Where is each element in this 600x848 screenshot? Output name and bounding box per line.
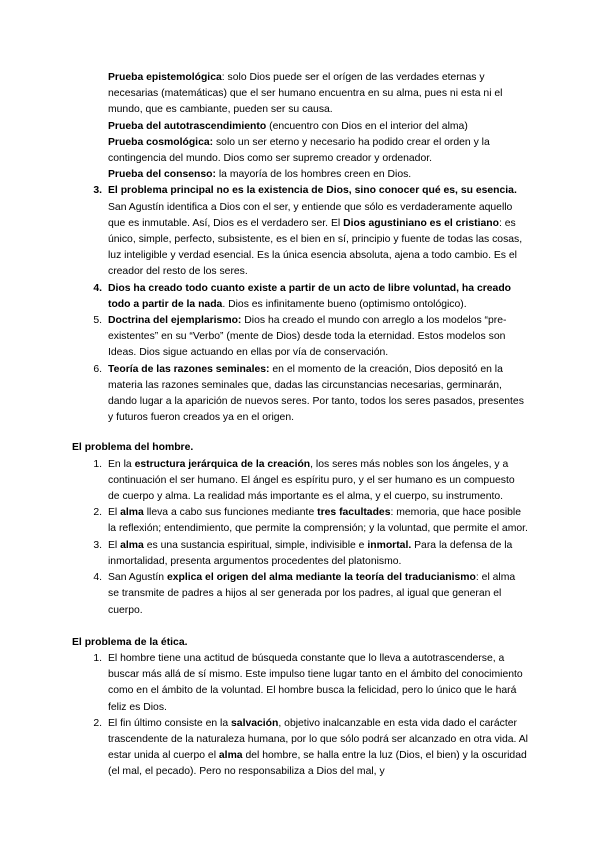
list-item [72,313,528,362]
item-bold: salvación [231,717,279,729]
list-number: 2. [93,507,102,519]
list-number: 6. [93,363,102,375]
list-item [72,716,528,781]
item-text: El hombre tiene una actitud de búsqueda constante que lo lleva a autotrascenderse, a buscar más allá de sí mismo. Este impulso tiene lugar tanto en el ámbito del conocimiento como en el ámbito de la voluntad. El hombre busca la felicidad, pero lo único que le hará feliz es Dios. [108,652,523,713]
item-bold: alma [120,539,144,551]
prueba-label: Prueba del autotrascendimiento [108,120,267,132]
prueba-label: Prueba del consenso: [108,169,216,181]
prueba-consenso [108,167,528,183]
item-bold: alma [218,750,243,762]
item-text: En la [108,458,135,470]
list-item [72,538,528,570]
prueba-epistemologica [108,70,528,119]
list-number: 1. [93,458,102,470]
list-item [72,281,528,313]
list-number: 2. [93,717,102,729]
list-number: 4. [93,282,102,294]
list-item [72,505,528,537]
item-text: : es único, simple, perfecto, subsistente, es el bien en sí, principio y fuente de todas las cosas, luz inteligible y verdad esencial. Es la única esencia absoluta, ajena a todo cambio. Es el creador del resto de los seres. [108,217,523,278]
prueba-label: Prueba cosmológica: [108,136,214,148]
item-bold: estructura jerárquica de la creación [134,458,311,470]
section-title-etica: El problema de la ética. [72,636,188,648]
prueba-autotrascendimiento [108,119,528,135]
item-text: El [108,539,121,551]
item-bold: inmortal. [367,539,412,551]
list-item [72,362,528,427]
list-item [72,183,528,280]
list-number: 1. [93,652,102,664]
item-text: San Agustín identifica a Dios con el ser, y entiende que sólo es verdaderamente aquello que es inmutable. Así, Dios es el verdadero ser. El [108,201,513,229]
prueba-text: solo un ser eterno y necesario ha podido crear el orden y la contingencia del mundo. Dios como ser supremo creador y ordenador. [108,136,490,165]
item-text: en el momento de la creación, Dios depositó en la materia las razones seminales que, dadas las circunstancias necesarias, germinarán, dando lugar a la aparición de nuevos seres. Por tanto, todos los seres pasados, presentes y futuros fueron creados ya en el origen. [108,363,524,424]
section-title-hombre: El problema del hombre. [72,442,194,454]
item-text: , los seres más nobles son los ángeles, y a continuación el ser humano. El ángel es espíritu puro, y el ser humano es un compuesto de cuerpo y alma. La realidad más importante es el alma, y el cuerpo, su instrumento. [108,458,515,503]
list-item [72,651,528,716]
item-text: El fin último consiste en la [108,717,232,729]
prueba-label: Prueba epistemológica [108,72,222,83]
item-heading: El problema principal no es la existencia de Dios, sino conocer qué es, su esencia. [108,185,517,197]
pruebas-block [72,70,528,183]
item-bold: alma [120,507,144,519]
item-text: Para la defensa de la inmortalidad, presenta argumentos procedentes del platonismo. [108,539,513,567]
list-item [72,457,528,506]
list-number: 3. [93,185,102,197]
item-text: : el alma se transmite de padres a hijos al ser generada por los padres, al igual que generan el cuerpo. [108,572,516,616]
item-bold: tres facultades [317,507,391,519]
item-text: del hombre, se halla entre la luz (Dios, el bien) y la oscuridad (el mal, el pecado). Pero no responsabiliza a Dios del mal, y [108,750,527,778]
prueba-sep: : [221,72,225,83]
item-text: El [108,507,121,519]
numbered-list-dios [72,183,528,426]
prueba-cosmologica [108,135,528,167]
item-text: : memoria, que hace posible la reflexión; entendimiento, que permite la comprensión; y la voluntad, que permite el amor. [108,507,528,535]
item-bold: explica el origen del alma mediante la teoría del traducianismo [166,572,476,584]
item-text: es una sustancia espiritual, simple, indivisible e [143,539,368,551]
item-text: . Dios es infinitamente bueno (optimismo ontológico). [222,298,467,310]
numbered-list-hombre [72,457,528,619]
item-text: , objetivo inalcanzable en esta vida dado el carácter trascendente de la naturaleza humana, por lo que sólo podrá ser alcanzado en otra vida. Al estar unida al cuerpo el [108,717,528,762]
item-bold: Teoría de las razones seminales: [108,363,270,375]
prueba-text: la mayoría de los hombres creen en Dios. [215,169,412,181]
list-number: 4. [93,572,102,584]
prueba-text: (encuentro con Dios en el interior del alma) [266,120,468,132]
prueba-text: solo Dios puede ser el orígen de las verdades eternas y necesarias (matemáticas) que el ser humano encuentra en su alma, pues ni esta ni el mundo, que es cambiante, pueden ser su causa. [108,72,503,116]
item-text: lleva a cabo sus funciones mediante [143,507,318,519]
item-bold: Dios ha creado todo cuanto existe a partir de un acto de libre voluntad, ha creado todo a partir de la nada [108,282,512,310]
item-text: San Agustín [108,572,167,584]
list-number: 5. [93,315,102,327]
list-number: 3. [93,539,102,551]
numbered-list-etica [72,651,528,781]
list-item [72,570,528,619]
item-bold: Dios agustiniano es el cristiano [343,217,499,229]
item-text: Dios ha creado el mundo con arreglo a los modelos “pre-existentes” en su “Verbo” (mente de Dios) desde toda la eternidad. Estos modelos son Ideas. Dios sigue actuando en ellas por vía de conservación. [108,315,507,359]
item-bold: Doctrina del ejemplarismo: [108,315,242,327]
